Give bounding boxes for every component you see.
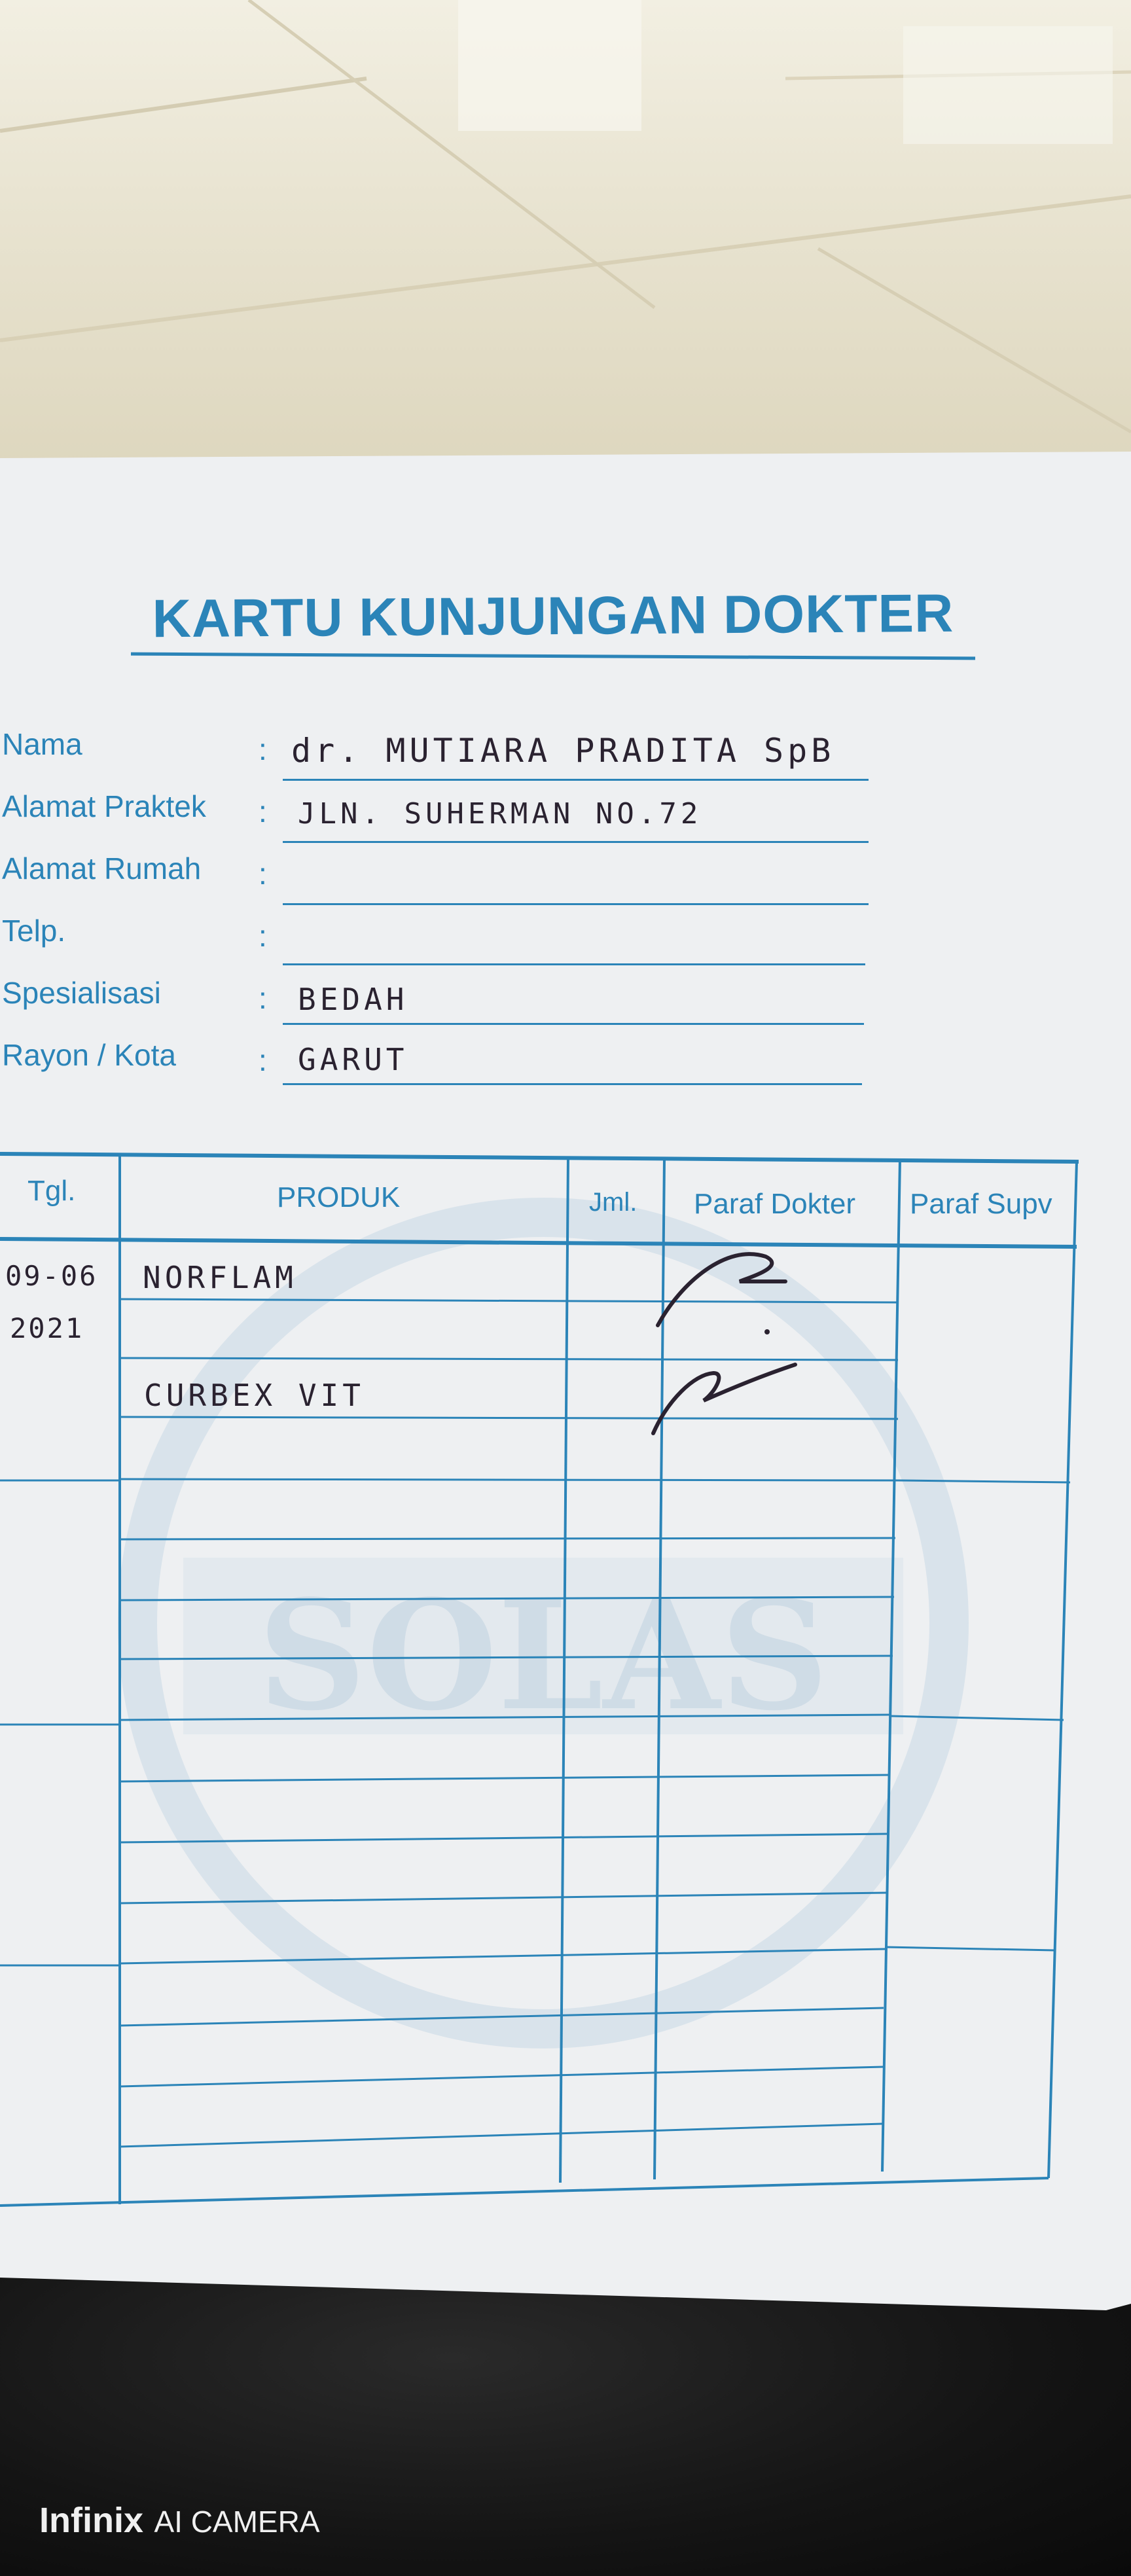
signature-mark (653, 1365, 795, 1433)
product-norflam: NORFLAM (143, 1260, 297, 1295)
column-header-paraf-dokter: Paraf Dokter (694, 1188, 855, 1220)
column-header-produk: PRODUK (277, 1181, 401, 1213)
column-header-tgl: Tgl. (27, 1175, 76, 1207)
colon: : (259, 857, 267, 891)
column-header-jml: Jml. (589, 1188, 637, 1217)
product-curbex-vit: CURBEX VIT (144, 1378, 365, 1413)
camera-brand: Infinix (39, 2501, 143, 2540)
entry-date-day: 09-06 (5, 1260, 98, 1292)
label-spesialisasi: Spesialisasi (2, 976, 161, 1010)
label-telp: Telp. (2, 914, 66, 948)
signature-dot (764, 1329, 770, 1334)
camera-watermark (39, 2500, 320, 2541)
spesialisasi-value: BEDAH (298, 982, 408, 1017)
signature-mark (658, 1254, 785, 1325)
nama-value: dr. MUTIARA PRADITA SpB (291, 732, 835, 770)
camera-label: AI CAMERA (154, 2505, 320, 2539)
column-header-paraf-supv: Paraf Supv (910, 1188, 1052, 1220)
label-rayon-kota: Rayon / Kota (2, 1038, 176, 1072)
colon: : (259, 795, 267, 829)
colon: : (259, 1043, 267, 1077)
colon: : (259, 732, 267, 766)
form-title: KARTU KUNJUNGAN DOKTER (152, 583, 954, 649)
rayon-kota-value: GARUT (298, 1042, 408, 1077)
watermark-text: SOLAS (257, 1567, 829, 1744)
alamat-praktek-value: JLN. SUHERMAN NO.72 (298, 797, 702, 831)
label-alamat-rumah: Alamat Rumah (2, 851, 202, 885)
colon: : (259, 919, 267, 953)
label-nama: Nama (2, 727, 82, 761)
label-alamat-praktek: Alamat Praktek (2, 789, 206, 823)
colon: : (259, 981, 267, 1015)
entry-date-year: 2021 (10, 1312, 84, 1344)
